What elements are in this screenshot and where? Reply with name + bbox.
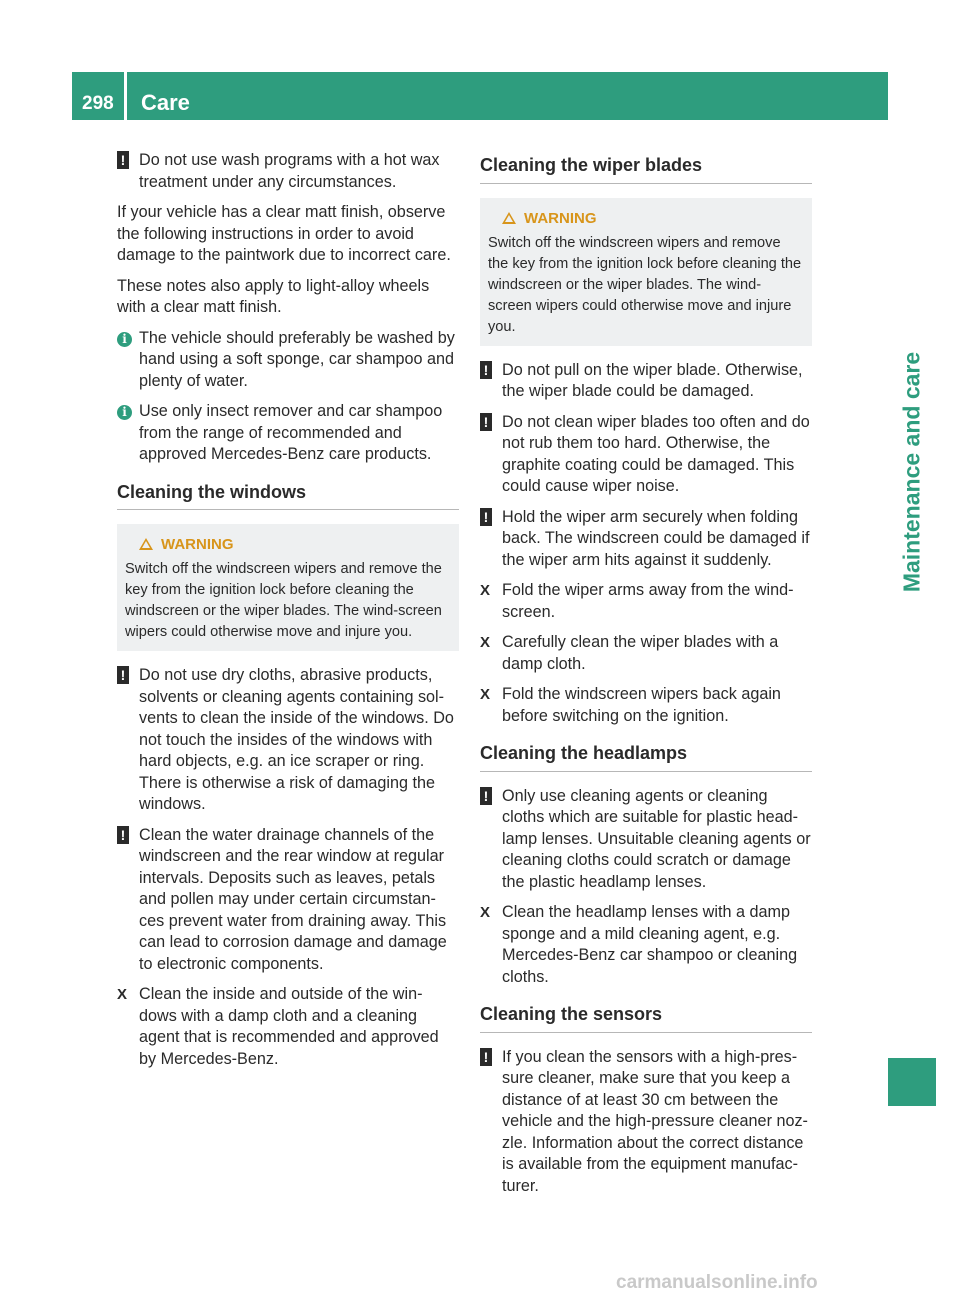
caution-note <box>117 150 459 193</box>
windows-instructions <box>117 665 459 1070</box>
item-text: Use only insect remover and car shampoo from the range of recommended and approved Mercedes-Benz care products. <box>139 402 443 463</box>
instruction-step <box>480 684 812 727</box>
side-tab-label: Maintenance and care <box>898 351 925 593</box>
caution-note <box>117 665 459 816</box>
instruction-step <box>117 984 459 1070</box>
item-text: Fold the wiper arms away from the wind-screen. <box>502 581 794 621</box>
left-column <box>117 150 459 1079</box>
windows-warning-box <box>117 524 459 651</box>
windows-heading: Cleaning the windows <box>117 482 459 511</box>
item-text: Do not use dry cloths, abrasive products, solvents or cleaning agents containing sol-vents to clean the inside of the windows. Do not touch the insides of the windows with hard objects, e.g. an ice scraper or ring. There is otherwise a risk of damaging the windows. <box>139 666 454 813</box>
step-marker-icon: X <box>480 634 491 651</box>
headlamps-instructions <box>480 786 812 989</box>
caution-icon: ! <box>117 151 129 169</box>
caution-note <box>480 360 812 403</box>
warning-label: WARNING <box>524 209 597 227</box>
instruction-step <box>480 632 812 675</box>
watermark: carmanualsonline.info <box>616 1272 818 1293</box>
caution-icon: ! <box>480 413 492 431</box>
wiper-warning-text: Switch off the windscreen wipers and remove the key from the ignition lock before cleaning the windscreen or the wiper blades. The wind-screen wipers could otherwise move and injure you. <box>488 234 802 335</box>
warning-icon <box>502 212 516 224</box>
caution-icon: ! <box>117 666 129 684</box>
step-marker-icon: X <box>117 986 128 1003</box>
caution-note <box>480 412 812 498</box>
wiper-heading: Cleaning the wiper blades <box>480 155 812 184</box>
caution-icon: ! <box>480 787 492 805</box>
item-text: Fold the windscreen wipers back again before switching on the ignition. <box>502 685 781 725</box>
info-icon: i <box>117 332 132 347</box>
paragraph: These notes also apply to light-alloy wheels with a clear matt finish. <box>117 276 430 316</box>
section-title: Care <box>141 90 190 115</box>
item-text: Do not clean wiper blades too often and do not rub them too hard. Otherwise, the graphite coating could be damaged. This could cause wiper noise. <box>502 412 810 495</box>
step-marker-icon: X <box>480 686 491 703</box>
caution-icon: ! <box>480 508 492 526</box>
wiper-warning-box <box>480 198 812 346</box>
side-tab <box>888 72 936 1072</box>
step-marker-icon: X <box>480 582 491 599</box>
item-text: Carefully clean the wiper blades with a damp cloth. <box>502 633 779 673</box>
caution-note <box>480 507 812 572</box>
page-number: 298 <box>82 93 114 114</box>
windows-warning-title <box>139 534 451 555</box>
item-text: Only use cleaning agents or cleaning cloths which are suitable for plastic head-lamp lenses. Unsuitable cleaning agents or cleaning cloths could scratch or damage the plastic headlamp lenses. <box>502 786 811 891</box>
item-text: Clean the headlamp lenses with a damp sponge and a mild cleaning agent, e.g. Mercedes-Benz car shampoo or cleaning cloths. <box>502 903 798 986</box>
step-marker-icon: X <box>480 904 491 921</box>
item-text: Hold the wiper arm securely when folding back. The windscreen could be damaged if the wiper arm hits against it suddenly. <box>502 507 810 569</box>
info-note <box>117 401 459 466</box>
intro-block <box>117 150 459 466</box>
info-note <box>117 328 459 393</box>
caution-note <box>480 786 812 894</box>
item-text: If you clean the sensors with a high-pres-sure cleaner, make sure that you keep a distance of at least 30 cm between the vehicle and the high-pressure cleaner noz-zle. Information about the correct distance is available from the equipment manufac-turer. <box>502 1047 808 1195</box>
header-divider <box>124 72 127 120</box>
header-bar <box>72 72 888 120</box>
item-text: Do not use wash programs with a hot wax treatment under any circumstances. <box>139 151 440 191</box>
item-text: Do not pull on the wiper blade. Otherwise, the wiper blade could be damaged. <box>502 360 803 400</box>
instruction-step <box>480 902 812 988</box>
info-icon: i <box>117 405 132 420</box>
instruction-step <box>480 580 812 623</box>
sensors-heading: Cleaning the sensors <box>480 1004 812 1033</box>
item-text: Clean the water drainage channels of the windscreen and the rear window at regular intervals. Deposits such as leaves, petals and pollen may under certain circumstan-ces prevent water from draining away. This can lead to corrosion damage and damage to electronic components. <box>139 825 447 973</box>
caution-note <box>480 1047 812 1198</box>
sensors-instructions <box>480 1047 812 1198</box>
warning-label: WARNING <box>161 536 234 553</box>
side-tab-marker <box>888 1058 936 1106</box>
item-text: The vehicle should preferably be washed by hand using a soft sponge, car shampoo and plenty of water. <box>139 328 455 390</box>
item-text: Clean the inside and outside of the win-dows with a damp cloth and a cleaning agent that is recommended and approved by Mercedes-Benz. <box>139 985 439 1068</box>
caution-icon: ! <box>480 1048 492 1066</box>
wiper-instructions <box>480 360 812 728</box>
caution-note <box>117 825 459 976</box>
warning-icon <box>139 538 153 550</box>
caution-icon: ! <box>480 361 492 379</box>
wiper-warning-title <box>502 208 804 229</box>
caution-icon: ! <box>117 826 129 844</box>
right-column <box>480 150 812 1206</box>
paragraph: If your vehicle has a clear matt finish, observe the following instructions in order to avoid damage to the paintwork due to incorrect care. <box>117 203 451 264</box>
headlamps-heading: Cleaning the headlamps <box>480 743 812 772</box>
windows-warning-text: Switch off the windscreen wipers and remove the key from the ignition lock before cleaning the windscreen or the wiper blades. The wind-screen wipers could otherwise move and injure you. <box>125 561 442 640</box>
